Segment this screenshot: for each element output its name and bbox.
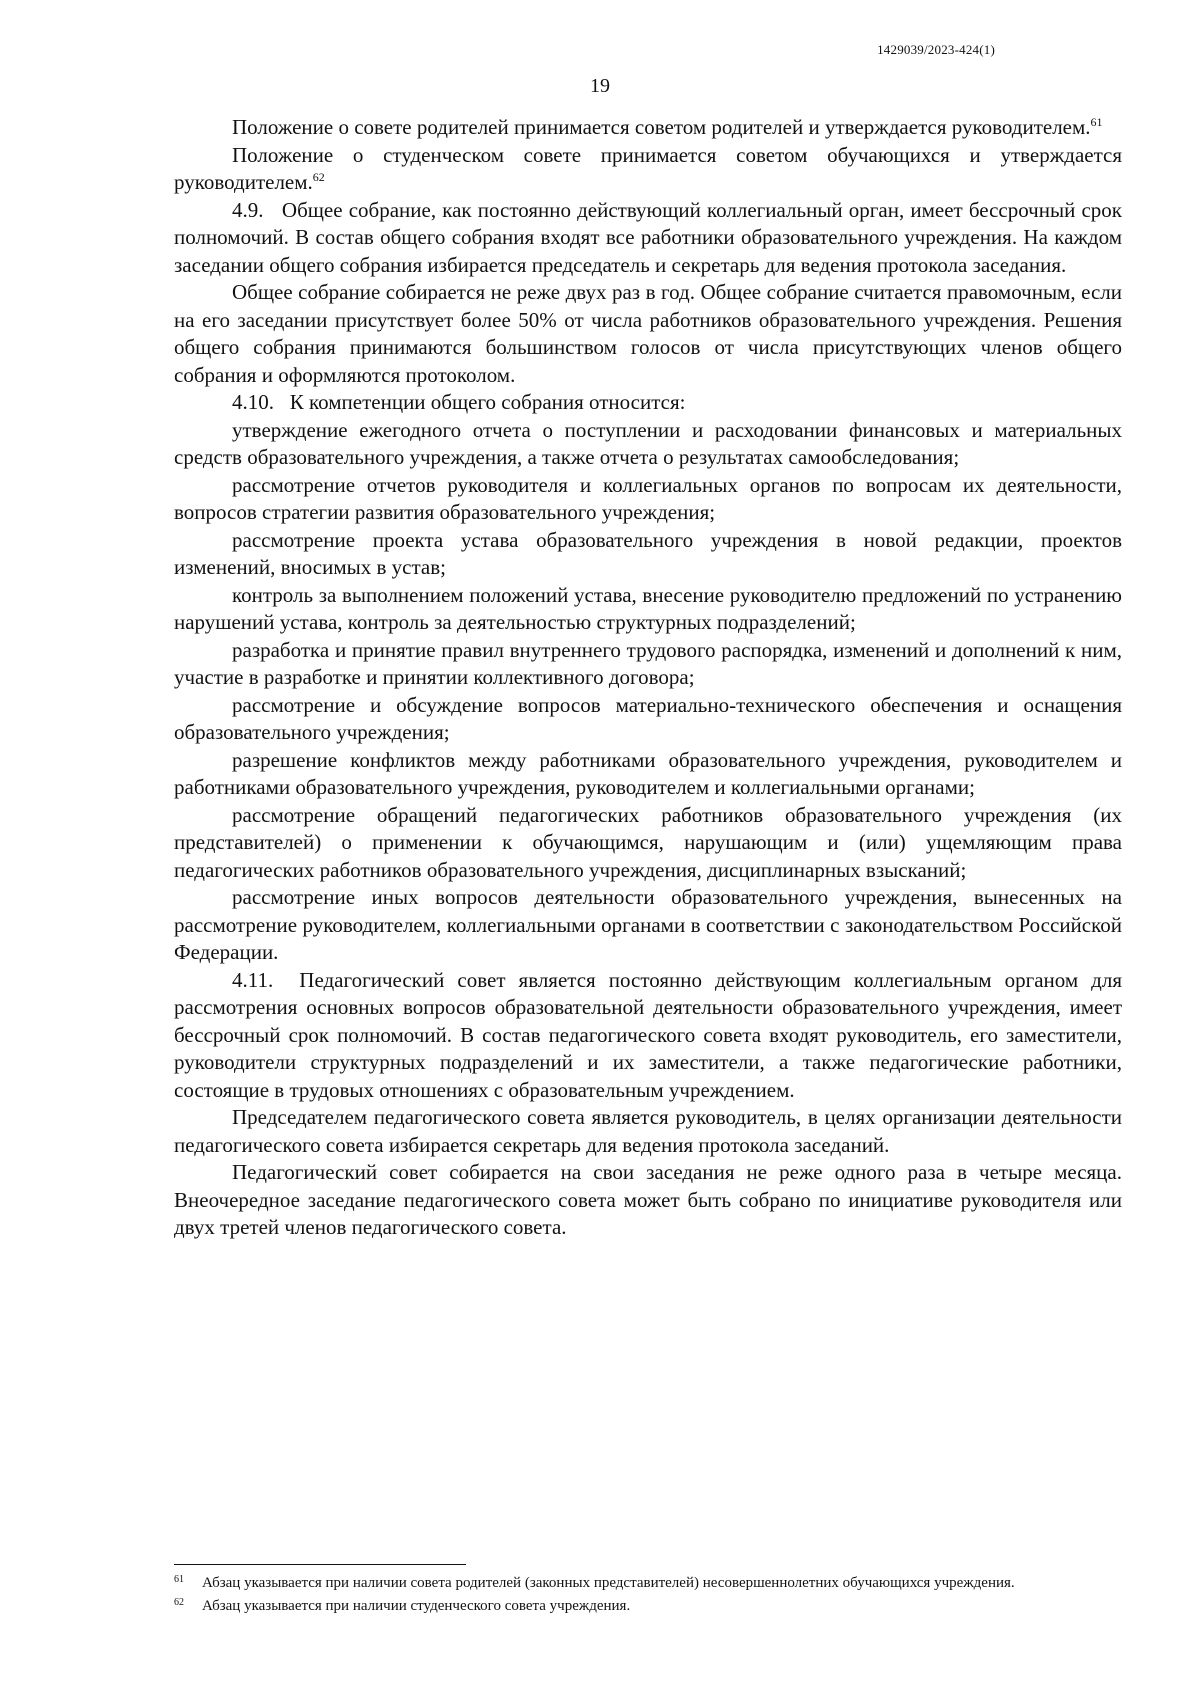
paragraph: 4.10. К компетенции общего собрания относится:: [232, 390, 686, 414]
body-text: [174, 114, 1122, 1242]
footnote-text: Абзац указывается при наличии студенческого совета учреждения.: [202, 1598, 631, 1614]
paragraph: 4.11. Педагогический совет является постоянно действующим коллегиальным органом для рассмотрения основных вопросов образовательной деятельности образовательного учреждения, имеет бессрочный срок полномочий. В состав педагогического совета входят руководитель, его заместители, руководители структурных подразделений и их заместители, а также педагогические работники, состоящие в трудовых отношениях с образовательным учреждением.: [174, 967, 1122, 1102]
paragraph: разработка и принятие правил внутреннего трудового распорядка, изменений и дополнений к ним, участие в разработке и принятии коллективного договора;: [174, 637, 1122, 689]
paragraph: Председателем педагогического совета является руководитель, в целях организации деятельности педагогического совета избирается секретарь для ведения протокола заседаний.: [174, 1105, 1122, 1157]
paragraph: разрешение конфликтов между работниками образовательного учреждения, руководителем и работниками образовательного учреждения, руководителем и коллегиальными органами;: [174, 747, 1122, 799]
document-id: 1429039/2023-424(1): [877, 42, 995, 57]
footnote-reference: 62: [312, 170, 325, 184]
paragraph: рассмотрение иных вопросов деятельности образовательного учреждения, вынесенных на рассмотрение руководителем, коллегиальными органами в соответствии с законодательством Российской Федерации.: [174, 885, 1122, 964]
paragraph: рассмотрение и обсуждение вопросов материально-технического обеспечения и оснащения образовательного учреждения;: [174, 692, 1122, 744]
footnote-mark: 62: [174, 1597, 184, 1608]
paragraph: рассмотрение обращений педагогических работников образовательного учреждения (их представителей) о применении к обучающимся, нарушающим и (или) ущемляющим права педагогических работников образовательного учреждения, дисциплинарных взысканий;: [174, 802, 1122, 882]
footnote-reference: 61: [1090, 115, 1103, 129]
footnote-text: Абзац указывается при наличии совета родителей (законных представителей) несовершеннолетних обучающихся учреждения.: [202, 1575, 1015, 1591]
footnote-mark: 61: [174, 1574, 184, 1585]
paragraph: [174, 142, 1122, 197]
paragraph: утверждение ежегодного отчета о поступлении и расходовании финансовых и материальных средств образовательного учреждения, а также отчета о результатах самообследования;: [174, 417, 1122, 469]
paragraph: Общее собрание собирается не реже двух раз в год. Общее собрание считается правомочным, если на его заседании присутствует более 50% от числа работников образовательного учреждения. Решения общего собрания принимаются большинством голосов от числа присутствующих членов общего собрания и оформляются протоколом.: [174, 280, 1122, 387]
footnotes: [174, 1573, 1122, 1619]
paragraph-text: Положение о совете родителей принимается советом родителей и утверждается руководителем.: [232, 115, 1091, 139]
footnote-divider: [174, 1564, 466, 1565]
paragraph: [174, 114, 1122, 142]
footnote: [174, 1573, 1122, 1594]
paragraph: Педагогический совет собирается на свои заседания не реже одного раза в четыре месяца. Внеочередное заседание педагогического совета может быть собрано по инициативе руководителя или двух третей членов педагогического совета.: [174, 1160, 1122, 1239]
paragraph: рассмотрение проекта устава образовательного учреждения в новой редакции, проектов изменений, вносимых в устав;: [174, 527, 1122, 579]
paragraph: 4.9. Общее собрание, как постоянно действующий коллегиальный орган, имеет бессрочный срок полномочий. В состав общего собрания входят все работники образовательного учреждения. На каждом заседании общего собрания избирается председатель и секретарь для ведения протокола заседания.: [174, 197, 1122, 277]
paragraph: рассмотрение отчетов руководителя и коллегиальных органов по вопросам их деятельности, вопросов стратегии развития образовательного учреждения;: [174, 472, 1122, 524]
paragraph-text: Положение о студенческом совете принимается советом обучающихся и утверждается руководителем.: [174, 142, 1122, 194]
page-number: 19: [590, 75, 610, 97]
paragraph: контроль за выполнением положений устава, внесение руководителю предложений по устранению нарушений устава, контроль за деятельностью структурных подразделений;: [174, 582, 1122, 634]
footnote: [174, 1596, 1122, 1617]
